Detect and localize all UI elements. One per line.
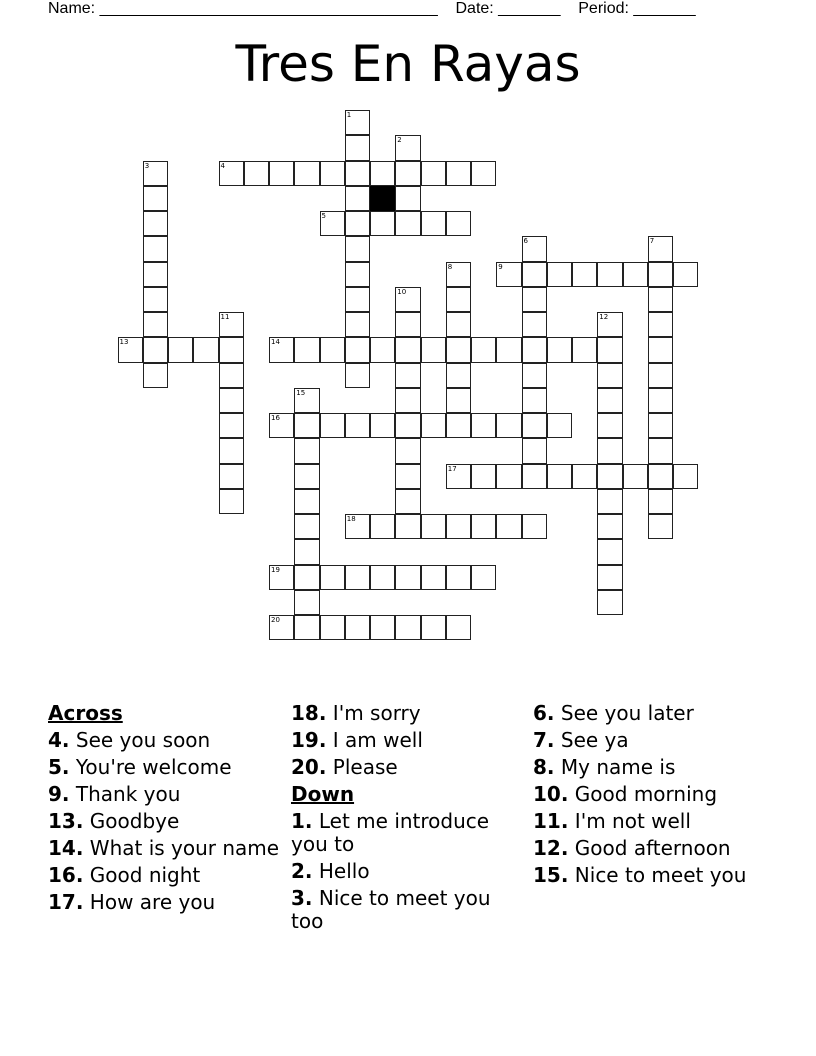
grid-clue-number: 14: [271, 338, 280, 347]
clues-column-1: [48, 702, 280, 918]
grid-cell[interactable]: [648, 489, 673, 514]
grid-cell[interactable]: [345, 186, 370, 211]
clue-down-1: 1. Let me introduce you to: [291, 809, 490, 856]
grid-clue-number: 16: [271, 414, 280, 422]
grid-cell[interactable]: [471, 565, 496, 590]
grid-cell[interactable]: [294, 615, 319, 640]
grid-cell[interactable]: [597, 438, 622, 463]
grid-clue-number: 11: [220, 313, 230, 321]
grid-cell[interactable]: [320, 565, 345, 590]
grid-cell[interactable]: [219, 464, 244, 489]
grid-clue-number: 17: [447, 464, 457, 473]
clue-down-15: 15. Nice to meet you: [533, 863, 747, 887]
clue-down-7: 7. See ya: [533, 728, 629, 752]
grid-cell[interactable]: [219, 489, 244, 514]
clue-across-9: 9. Thank you: [48, 782, 181, 806]
grid-cell[interactable]: [370, 211, 395, 236]
grid-cell[interactable]: [143, 337, 168, 362]
grid-cell[interactable]: [294, 590, 319, 615]
grid-cell[interactable]: [421, 514, 446, 539]
grid-cell[interactable]: [471, 413, 496, 438]
clue-down-3: 3. Nice to meet you too: [291, 886, 491, 933]
grid-cell[interactable]: [345, 565, 370, 590]
grid-cell[interactable]: [395, 337, 420, 362]
grid-cell[interactable]: [345, 161, 370, 186]
clue-down-8: 8. My name is: [533, 755, 676, 779]
grid-cell[interactable]: [345, 236, 370, 261]
grid-cell[interactable]: [648, 337, 673, 362]
grid-cell[interactable]: [522, 363, 547, 388]
grid-cell[interactable]: [522, 337, 547, 362]
grid-cell[interactable]: [496, 337, 521, 362]
grid-cell[interactable]: [471, 161, 496, 186]
grid-cell[interactable]: [320, 615, 345, 640]
grid-cell[interactable]: [320, 413, 345, 438]
grid-cell[interactable]: [143, 236, 168, 261]
grid-cell[interactable]: [294, 438, 319, 463]
grid-cell[interactable]: [648, 363, 673, 388]
clue-across-18: 18. I'm sorry: [291, 701, 421, 725]
grid-clue-number: 18: [346, 515, 356, 523]
grid-cell[interactable]: [446, 287, 471, 312]
grid-cell[interactable]: [370, 161, 395, 186]
grid-cell[interactable]: [143, 363, 168, 388]
grid-cell[interactable]: [395, 464, 420, 489]
grid-cell[interactable]: [395, 565, 420, 590]
clue-across-16: 16. Good night: [48, 863, 201, 887]
grid-cell[interactable]: [320, 337, 345, 362]
grid-cell[interactable]: [673, 464, 698, 489]
grid-cell[interactable]: [345, 262, 370, 287]
grid-cell[interactable]: [294, 413, 319, 438]
grid-clue-number: 8: [447, 262, 453, 271]
grid-cell[interactable]: [294, 337, 319, 362]
grid-cell[interactable]: [522, 262, 547, 287]
grid-cell[interactable]: [471, 337, 496, 362]
grid-cell[interactable]: [219, 438, 244, 463]
grid-cell[interactable]: [370, 337, 395, 362]
grid-cell[interactable]: [572, 464, 597, 489]
grid-clue-number: 15: [296, 388, 306, 397]
grid-cell[interactable]: [219, 337, 244, 362]
grid-cell[interactable]: [345, 615, 370, 640]
grid-cell[interactable]: [547, 337, 572, 362]
clue-across-13: 13. Goodbye: [48, 809, 180, 833]
grid-cell[interactable]: [471, 464, 496, 489]
grid-clue-number: 6: [523, 237, 528, 246]
grid-cell[interactable]: [547, 413, 572, 438]
grid-cell[interactable]: [294, 161, 319, 186]
down-heading: Down: [291, 782, 355, 806]
grid-cell[interactable]: [143, 287, 168, 312]
grid-cell[interactable]: [522, 464, 547, 489]
grid-clue-number: 3: [144, 161, 150, 170]
grid-cell[interactable]: [597, 413, 622, 438]
grid-cell[interactable]: [345, 135, 370, 160]
clue-across-14: 14. What is your name: [48, 836, 280, 860]
grid-cell[interactable]: [395, 186, 420, 211]
grid-cell[interactable]: [395, 413, 420, 438]
grid-cell[interactable]: [623, 464, 648, 489]
grid-cell[interactable]: [496, 514, 521, 539]
grid-cell[interactable]: [395, 514, 420, 539]
grid-cell[interactable]: [143, 262, 168, 287]
grid-cell[interactable]: [370, 514, 395, 539]
grid-cell[interactable]: [421, 413, 446, 438]
grid-cell[interactable]: [522, 388, 547, 413]
grid-clue-number: 19: [271, 565, 280, 574]
grid-cell[interactable]: [597, 590, 622, 615]
grid-cell[interactable]: [648, 464, 673, 489]
grid-cell[interactable]: [572, 337, 597, 362]
grid-cell[interactable]: [294, 565, 319, 590]
grid-clue-number: 9: [498, 262, 503, 271]
clues-column-3: [533, 702, 765, 891]
grid-cell[interactable]: [446, 565, 471, 590]
header-fields: Name: ______________________________________ Date: _______ Period: _______: [48, 0, 696, 17]
grid-cell[interactable]: [143, 186, 168, 211]
grid-clue-number: 12: [599, 313, 609, 321]
grid-cell[interactable]: [421, 337, 446, 362]
grid-cell[interactable]: [345, 363, 370, 388]
grid-cell[interactable]: [345, 287, 370, 312]
grid-cell[interactable]: [597, 565, 622, 590]
clue-down-10: 10. Good morning: [533, 782, 718, 806]
grid-cell[interactable]: [496, 464, 521, 489]
grid-cell[interactable]: [597, 539, 622, 564]
clue-across-5: 5. You're welcome: [48, 755, 232, 779]
grid-clue-number: 1: [346, 111, 352, 119]
grid-clue-number: 10: [397, 287, 407, 296]
grid-cell[interactable]: [294, 539, 319, 564]
grid-cell[interactable]: [395, 211, 420, 236]
grid-cell[interactable]: [421, 615, 446, 640]
grid-cell[interactable]: [572, 262, 597, 287]
grid-cell[interactable]: [395, 363, 420, 388]
grid-clue-number: 4: [220, 161, 225, 170]
clue-across-20: 20. Please: [291, 755, 398, 779]
grid-cell[interactable]: [471, 514, 496, 539]
clue-down-6: 6. See you later: [533, 701, 694, 725]
clue-down-2: 2. Hello: [291, 859, 370, 883]
clue-across-17: 17. How are you: [48, 890, 216, 914]
grid-cell[interactable]: [395, 161, 420, 186]
grid-cell[interactable]: [143, 211, 168, 236]
grid-cell[interactable]: [522, 514, 547, 539]
grid-cell[interactable]: [597, 363, 622, 388]
grid-cell[interactable]: [269, 161, 294, 186]
grid-cell[interactable]: [522, 438, 547, 463]
grid-cell[interactable]: [421, 161, 446, 186]
grid-cell[interactable]: [522, 312, 547, 337]
grid-cell[interactable]: [294, 514, 319, 539]
grid-cell[interactable]: [421, 565, 446, 590]
grid-clue-number: 13: [119, 338, 129, 347]
grid-cell[interactable]: [320, 161, 345, 186]
grid-cell[interactable]: [168, 337, 193, 362]
grid-cell[interactable]: [623, 262, 648, 287]
clue-across-19: 19. I am well: [291, 728, 423, 752]
grid-cell[interactable]: [522, 287, 547, 312]
grid-cell[interactable]: [446, 161, 471, 186]
grid-cell[interactable]: [648, 388, 673, 413]
grid-cell[interactable]: [244, 161, 269, 186]
grid-cell[interactable]: [648, 262, 673, 287]
grid-clue-number: 20: [271, 616, 280, 624]
grid-cell[interactable]: [446, 615, 471, 640]
grid-cell[interactable]: [294, 489, 319, 514]
grid-cell[interactable]: [395, 312, 420, 337]
grid-cell[interactable]: [446, 514, 471, 539]
grid-clue-number: 7: [649, 237, 655, 246]
grid-cell[interactable]: [446, 388, 471, 413]
grid-cell[interactable]: [597, 262, 622, 287]
grid-black-square: [370, 186, 395, 211]
grid-cell[interactable]: [294, 464, 319, 489]
grid-clue-number: 5: [321, 212, 326, 220]
grid-cell[interactable]: [446, 211, 471, 236]
grid-cell[interactable]: [648, 438, 673, 463]
grid-cell[interactable]: [648, 312, 673, 337]
puzzle-title: Tres En Rayas: [235, 35, 581, 93]
grid-cell[interactable]: [648, 287, 673, 312]
grid-cell[interactable]: [345, 337, 370, 362]
grid-cell[interactable]: [547, 262, 572, 287]
grid-cell[interactable]: [421, 211, 446, 236]
grid-clue-number: 2: [397, 136, 402, 145]
grid-cell[interactable]: [547, 464, 572, 489]
grid-cell[interactable]: [395, 489, 420, 514]
grid-cell[interactable]: [522, 413, 547, 438]
grid-cell[interactable]: [597, 388, 622, 413]
grid-cell[interactable]: [648, 413, 673, 438]
grid-cell[interactable]: [143, 312, 168, 337]
grid-cell[interactable]: [597, 337, 622, 362]
grid-cell[interactable]: [395, 615, 420, 640]
grid-cell[interactable]: [395, 388, 420, 413]
grid-cell[interactable]: [446, 337, 471, 362]
grid-cell[interactable]: [370, 413, 395, 438]
grid-cell[interactable]: [395, 438, 420, 463]
grid-cell[interactable]: [496, 413, 521, 438]
grid-cell[interactable]: [446, 413, 471, 438]
grid-cell[interactable]: [597, 489, 622, 514]
clue-across-4: 4. See you soon: [48, 728, 211, 752]
grid-cell[interactable]: [446, 363, 471, 388]
grid-cell[interactable]: [370, 615, 395, 640]
grid-cell[interactable]: [370, 565, 395, 590]
grid-cell[interactable]: [673, 262, 698, 287]
across-heading: Across: [48, 701, 123, 725]
grid-cell[interactable]: [219, 413, 244, 438]
grid-cell[interactable]: [345, 211, 370, 236]
grid-cell[interactable]: [597, 464, 622, 489]
grid-cell[interactable]: [345, 413, 370, 438]
grid-cell[interactable]: [648, 514, 673, 539]
grid-cell[interactable]: [219, 388, 244, 413]
grid-cell[interactable]: [193, 337, 218, 362]
grid-cell[interactable]: [597, 514, 622, 539]
grid-cell[interactable]: [446, 312, 471, 337]
clues-column-2: [291, 702, 523, 937]
clue-down-12: 12. Good afternoon: [533, 836, 731, 860]
grid-cell[interactable]: [345, 312, 370, 337]
clue-down-11: 11. I'm not well: [533, 809, 691, 833]
grid-cell[interactable]: [219, 363, 244, 388]
